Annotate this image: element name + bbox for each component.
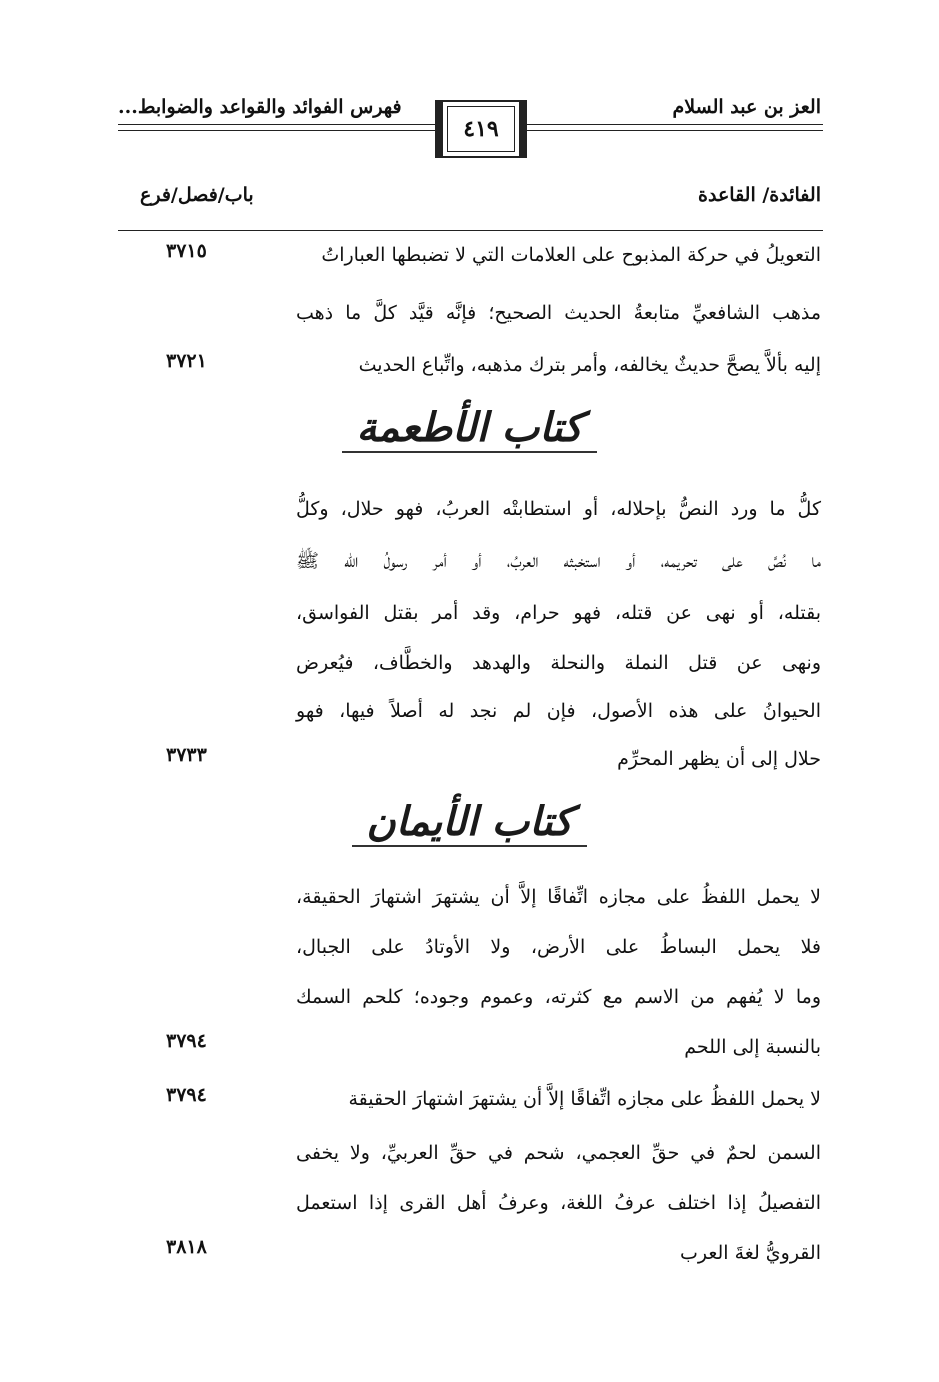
entry-line: ونهى عن قتل النملة والنحلة والهدهد والخطَّاف، فيُعرض bbox=[296, 652, 821, 674]
running-header-title: فهرس الفوائد والقواعد والضوابط... bbox=[118, 96, 402, 118]
entry-reference: ٣٧١٥ bbox=[166, 240, 207, 262]
page-number: ٤١٩ bbox=[463, 116, 499, 142]
entry-line: حلال إلى أن يظهر المحرِّم bbox=[617, 748, 821, 770]
entry-reference: ٣٨١٨ bbox=[166, 1236, 207, 1258]
column-header-rule-line bbox=[118, 230, 823, 231]
entry-line: ما نُصَّ على تحريمه، أو استخبثه العربُ، أو أمر رسولُ الله ﷺ bbox=[296, 550, 821, 572]
page-number-frame bbox=[441, 100, 521, 158]
column-header-rule: الفائدة/ القاعدة bbox=[698, 184, 821, 206]
book-title-ayman: كتاب الأيمان bbox=[0, 798, 939, 847]
entry-line: مذهب الشافعيِّ متابعةُ الحديث الصحيح؛ فإنَّه قيَّد كلَّ ما ذهب bbox=[296, 302, 821, 324]
entry-line: القرويُّ لغةَ العرب bbox=[679, 1242, 821, 1264]
entry-line: كلُّ ما ورد النصُّ بإحلاله، أو استطابتْه العربُ، فهو حلال، وكلُّ bbox=[296, 498, 821, 520]
entry-line: فلا يحمل البساطُ على الأرض، ولا الأوتادُ على الجبال، bbox=[296, 936, 821, 958]
frame-ornament-left bbox=[435, 100, 441, 158]
entry-reference: ٣٧٩٤ bbox=[166, 1030, 207, 1052]
entry-line: السمن لحمٌ في حقِّ العجمي، شحم في حقِّ العربيِّ، ولا يخفى bbox=[296, 1142, 821, 1164]
entry-line: الحيوانُ على هذه الأصول، فإن لم نجد له أصلاً فيها، فهو bbox=[296, 700, 821, 722]
column-header-reference: باب/فصل/فرع bbox=[140, 184, 254, 206]
entry-line: لا يحمل اللفظُ على مجازه اتِّفاقًا إلاَّ أن يشتهرَ اشتهارَ الحقيقة bbox=[348, 1088, 821, 1110]
entry-reference: ٣٧٣٣ bbox=[166, 744, 207, 766]
entry-line: لا يحمل اللفظُ على مجازه اتِّفاقًا إلاَّ أن يشتهرَ اشتهارَ الحقيقة، bbox=[296, 886, 821, 908]
entry-line: بقتله، أو نهى عن قتله، فهو حرام، وقد أمر بقتل الفواسق، bbox=[296, 602, 821, 624]
frame-ornament-right bbox=[521, 100, 527, 158]
entry-reference: ٣٧٩٤ bbox=[166, 1084, 207, 1106]
entry-line: بالنسبة إلى اللحم bbox=[684, 1036, 821, 1058]
entry-line: إليه بألاَّ يصحَّ حديثٌ يخالفه، وأمر بترك مذهبه، واتِّباع الحديث bbox=[358, 354, 821, 376]
entry-line: التعويلُ في حركة المذبوح على العلامات التي لا تضبطها العباراتُ bbox=[321, 244, 821, 266]
entry-line: وما لا يُفهم من الاسم مع كثرته، وعموم وجوده؛ كلحم السمك bbox=[296, 986, 821, 1008]
entry-reference: ٣٧٢١ bbox=[166, 350, 207, 372]
book-title-at3ima: كتاب الأطعمة bbox=[0, 404, 939, 453]
entry-line: التفصيلُ إذا اختلف عرفُ اللغة، وعرفُ أهل القرى إذا استعمل bbox=[296, 1192, 821, 1214]
running-header-author: العز بن عبد السلام bbox=[672, 96, 821, 118]
